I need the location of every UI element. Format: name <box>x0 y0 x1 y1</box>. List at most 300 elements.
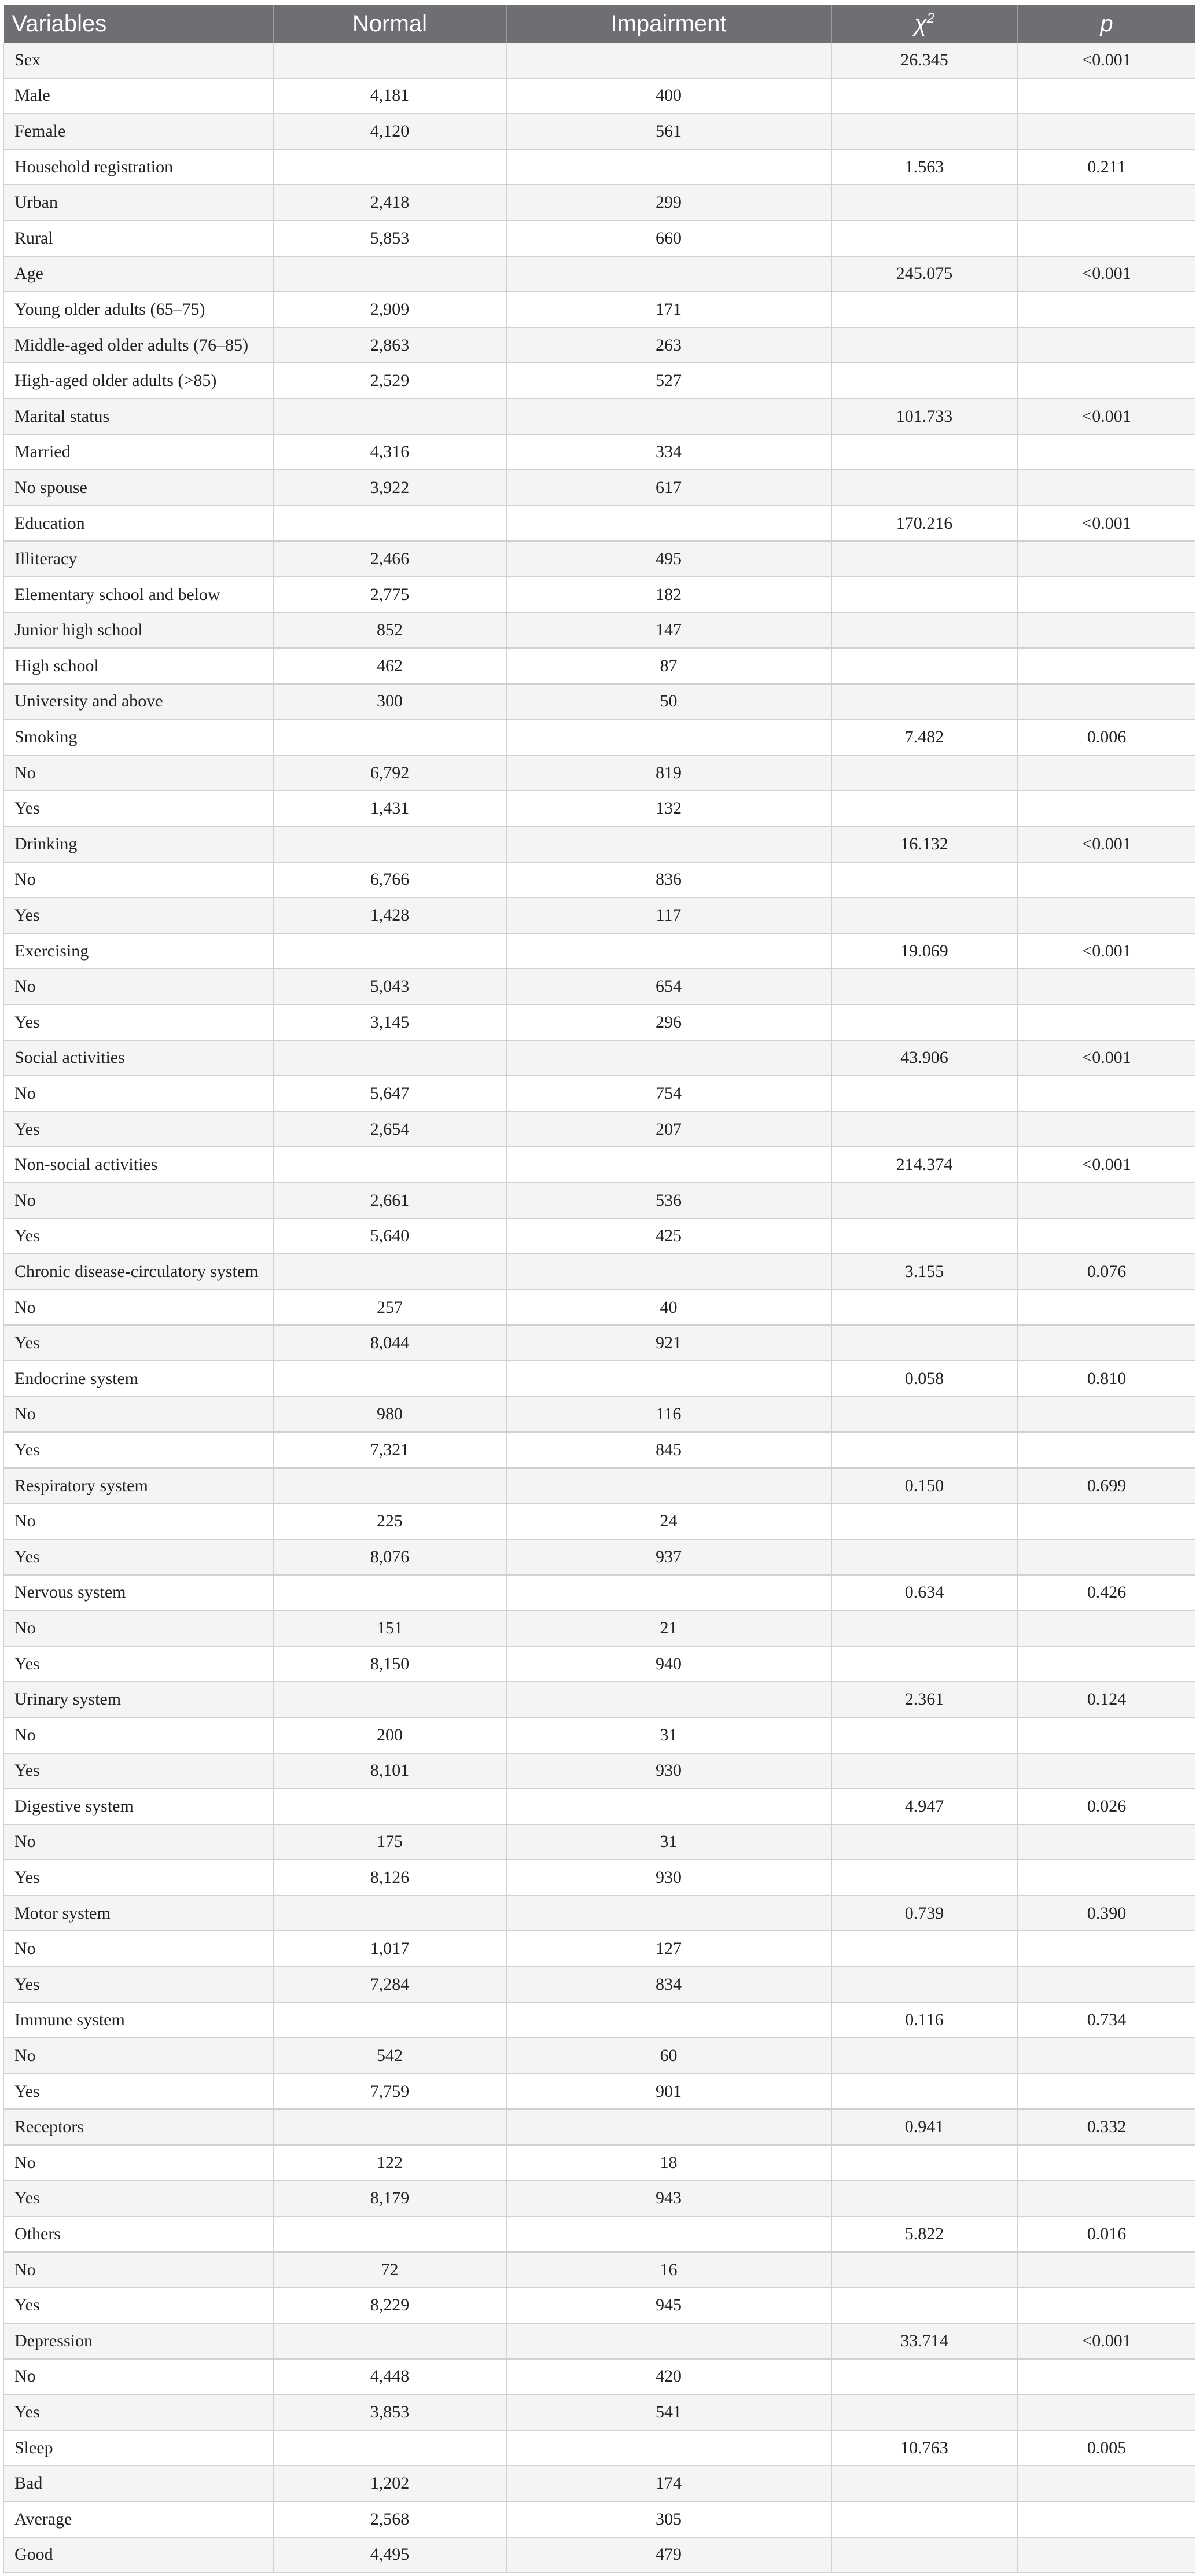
p-value-cell <box>1018 1112 1195 1147</box>
chi-square-cell <box>831 2252 1018 2288</box>
impairment-cell: 536 <box>506 1183 831 1219</box>
chi-square-cell <box>831 78 1018 114</box>
p-value-cell <box>1018 2394 1195 2430</box>
variable-cell: Marital status <box>4 399 274 435</box>
chi-square-cell <box>831 2465 1018 2501</box>
chi-square-cell <box>831 790 1018 826</box>
normal-cell: 5,043 <box>274 969 506 1004</box>
table-row <box>4 1539 1195 1575</box>
normal-cell <box>274 149 506 185</box>
p-value-cell <box>1018 1183 1195 1219</box>
normal-cell: 2,418 <box>274 185 506 220</box>
normal-cell: 6,792 <box>274 755 506 791</box>
table-row <box>4 1646 1195 1682</box>
p-value-cell: 0.005 <box>1018 2430 1195 2466</box>
normal-cell: 1,431 <box>274 790 506 826</box>
p-value-cell <box>1018 897 1195 933</box>
impairment-cell <box>506 2430 831 2466</box>
table-row <box>4 220 1195 256</box>
p-value-cell <box>1018 292 1195 327</box>
chi-square-cell: 19.069 <box>831 933 1018 969</box>
impairment-cell <box>506 1681 831 1717</box>
chi-square-cell <box>831 613 1018 649</box>
impairment-cell: 901 <box>506 2074 831 2110</box>
table-row <box>4 2359 1195 2395</box>
variable-cell: Yes <box>4 2287 274 2323</box>
normal-cell: 300 <box>274 684 506 720</box>
normal-cell: 257 <box>274 1290 506 1326</box>
p-value-cell: <0.001 <box>1018 1147 1195 1183</box>
data-table <box>3 5 1195 2573</box>
chi-square-cell <box>831 1290 1018 1326</box>
normal-cell: 2,775 <box>274 577 506 613</box>
p-value-cell: <0.001 <box>1018 826 1195 862</box>
p-value-cell <box>1018 327 1195 363</box>
variable-cell: No <box>4 755 274 791</box>
variable-cell: Social activities <box>4 1040 274 1076</box>
variable-cell: Yes <box>4 2394 274 2430</box>
impairment-cell <box>506 1896 831 1931</box>
variable-cell: Depression <box>4 2323 274 2359</box>
impairment-cell: 31 <box>506 1717 831 1753</box>
chi-square-cell <box>831 2145 1018 2181</box>
impairment-cell <box>506 1575 831 1611</box>
impairment-cell: 845 <box>506 1432 831 1468</box>
chi-square-cell <box>831 1503 1018 1539</box>
variable-cell: No <box>4 2038 274 2074</box>
chi-square-cell <box>831 2537 1018 2573</box>
p-value-cell <box>1018 2145 1195 2181</box>
normal-cell <box>274 826 506 862</box>
normal-cell: 1,017 <box>274 1931 506 1967</box>
variable-cell: Young older adults (65–75) <box>4 292 274 327</box>
table-row <box>4 1931 1195 1967</box>
chi-square-cell <box>831 2287 1018 2323</box>
p-value-cell <box>1018 1432 1195 1468</box>
normal-cell: 4,448 <box>274 2359 506 2395</box>
normal-cell <box>274 719 506 755</box>
variable-cell: Urban <box>4 185 274 220</box>
chi-square-cell <box>831 1931 1018 1967</box>
normal-cell <box>274 256 506 292</box>
p-value-cell <box>1018 470 1195 506</box>
p-value-cell <box>1018 1610 1195 1646</box>
chi-square-cell: 101.733 <box>831 399 1018 435</box>
normal-cell: 2,529 <box>274 363 506 399</box>
chi-square-cell: 4.947 <box>831 1789 1018 1824</box>
chi-square-cell: 0.150 <box>831 1468 1018 1504</box>
impairment-cell: 660 <box>506 220 831 256</box>
p-value-cell <box>1018 1717 1195 1753</box>
impairment-cell <box>506 1040 831 1076</box>
normal-cell: 7,321 <box>274 1432 506 1468</box>
impairment-cell: 930 <box>506 1860 831 1896</box>
variable-cell: Rural <box>4 220 274 256</box>
chi-square-cell: 0.634 <box>831 1575 1018 1611</box>
normal-cell: 4,181 <box>274 78 506 114</box>
impairment-cell <box>506 1254 831 1290</box>
p-value-cell <box>1018 1539 1195 1575</box>
impairment-cell: 116 <box>506 1397 831 1433</box>
normal-cell: 122 <box>274 2145 506 2181</box>
impairment-cell: 40 <box>506 1290 831 1326</box>
table-row <box>4 862 1195 898</box>
impairment-cell: 24 <box>506 1503 831 1539</box>
normal-cell: 200 <box>274 1717 506 1753</box>
table-row <box>4 719 1195 755</box>
p-value-cell <box>1018 2465 1195 2501</box>
table-row <box>4 613 1195 649</box>
chi-square-cell <box>831 648 1018 684</box>
impairment-cell <box>506 2323 831 2359</box>
variable-cell: High-aged older adults (>85) <box>4 363 274 399</box>
impairment-cell: 174 <box>506 2465 831 2501</box>
normal-cell: 5,640 <box>274 1219 506 1254</box>
variable-cell: No <box>4 1503 274 1539</box>
table-row <box>4 470 1195 506</box>
table-row <box>4 2109 1195 2145</box>
variable-cell: Sex <box>4 43 274 78</box>
normal-cell: 3,922 <box>274 470 506 506</box>
variable-cell: Others <box>4 2216 274 2252</box>
normal-cell <box>274 1254 506 1290</box>
variable-cell: Yes <box>4 1112 274 1147</box>
p-value-cell: <0.001 <box>1018 1040 1195 1076</box>
variable-cell: Male <box>4 78 274 114</box>
impairment-cell: 754 <box>506 1076 831 1112</box>
chi-square-cell <box>831 897 1018 933</box>
p-value-cell: 0.332 <box>1018 2109 1195 2145</box>
normal-cell <box>274 1896 506 1931</box>
table-row <box>4 897 1195 933</box>
normal-cell: 8,150 <box>274 1646 506 1682</box>
impairment-cell: 937 <box>506 1539 831 1575</box>
table-row <box>4 1789 1195 1824</box>
header-p-value: p <box>1018 5 1195 43</box>
header-row <box>4 5 1195 43</box>
p-value-cell: 0.390 <box>1018 1896 1195 1931</box>
normal-cell <box>274 43 506 78</box>
chi-square-cell <box>831 435 1018 470</box>
p-value-cell: 0.026 <box>1018 1789 1195 1824</box>
variable-cell: Female <box>4 113 274 149</box>
impairment-cell: 132 <box>506 790 831 826</box>
variable-cell: Yes <box>4 1860 274 1896</box>
chi-square-cell <box>831 1432 1018 1468</box>
variable-cell: Sleep <box>4 2430 274 2466</box>
p-value-cell <box>1018 2038 1195 2074</box>
impairment-cell <box>506 149 831 185</box>
chi-square-cell <box>831 292 1018 327</box>
p-value-cell <box>1018 2359 1195 2395</box>
impairment-cell: 127 <box>506 1931 831 1967</box>
p-value-cell: <0.001 <box>1018 399 1195 435</box>
normal-cell: 8,229 <box>274 2287 506 2323</box>
chi-square-cell: 214.374 <box>831 1147 1018 1183</box>
chi-square-cell: 3.155 <box>831 1254 1018 1290</box>
table-row <box>4 113 1195 149</box>
variable-cell: Digestive system <box>4 1789 274 1824</box>
impairment-cell: 171 <box>506 292 831 327</box>
chi-square-cell: 2.361 <box>831 1681 1018 1717</box>
impairment-cell: 943 <box>506 2181 831 2217</box>
chi-square-cell <box>831 470 1018 506</box>
p-value-cell <box>1018 78 1195 114</box>
p-value-cell <box>1018 648 1195 684</box>
p-value-cell <box>1018 1860 1195 1896</box>
variable-cell: No <box>4 862 274 898</box>
table-row <box>4 1147 1195 1183</box>
variable-cell: Respiratory system <box>4 1468 274 1504</box>
table-row <box>4 2430 1195 2466</box>
variable-cell: Age <box>4 256 274 292</box>
p-value-cell <box>1018 684 1195 720</box>
variable-cell: Yes <box>4 897 274 933</box>
table-body <box>4 43 1195 2573</box>
variable-cell: Non-social activities <box>4 1147 274 1183</box>
p-value-cell: 0.006 <box>1018 719 1195 755</box>
normal-cell <box>274 1789 506 1824</box>
impairment-cell: 527 <box>506 363 831 399</box>
normal-cell <box>274 1040 506 1076</box>
variable-cell: Nervous system <box>4 1575 274 1611</box>
chi-square-cell: 0.739 <box>831 1896 1018 1931</box>
variable-cell: Middle-aged older adults (76–85) <box>4 327 274 363</box>
table-row <box>4 2252 1195 2288</box>
normal-cell: 2,909 <box>274 292 506 327</box>
chi-square-cell <box>831 755 1018 791</box>
table-row <box>4 1575 1195 1611</box>
impairment-cell: 147 <box>506 613 831 649</box>
p-value-cell: 0.124 <box>1018 1681 1195 1717</box>
chi-square-cell <box>831 2359 1018 2395</box>
chi-square-cell <box>831 220 1018 256</box>
p-value-cell: 0.699 <box>1018 1468 1195 1504</box>
normal-cell: 2,568 <box>274 2501 506 2537</box>
p-value-cell <box>1018 1753 1195 1789</box>
chi-square-cell <box>831 327 1018 363</box>
variable-cell: Yes <box>4 1432 274 1468</box>
p-value-cell <box>1018 1325 1195 1361</box>
p-value-cell <box>1018 1931 1195 1967</box>
normal-cell: 5,647 <box>274 1076 506 1112</box>
p-value-cell <box>1018 1967 1195 2003</box>
normal-cell: 3,853 <box>274 2394 506 2430</box>
normal-cell: 151 <box>274 1610 506 1646</box>
variable-cell: Yes <box>4 1325 274 1361</box>
variable-cell: Yes <box>4 2074 274 2110</box>
chi-square-cell <box>831 113 1018 149</box>
normal-cell: 1,428 <box>274 897 506 933</box>
p-value-cell <box>1018 862 1195 898</box>
normal-cell: 72 <box>274 2252 506 2288</box>
variable-cell: Motor system <box>4 1896 274 1931</box>
variable-cell: Illiteracy <box>4 541 274 577</box>
table-row <box>4 1896 1195 1931</box>
normal-cell: 2,863 <box>274 327 506 363</box>
impairment-cell: 305 <box>506 2501 831 2537</box>
chi-square-cell: 7.482 <box>831 719 1018 755</box>
p-value-cell: <0.001 <box>1018 2323 1195 2359</box>
table-row <box>4 1004 1195 1040</box>
table-row <box>4 1254 1195 1290</box>
impairment-cell: 819 <box>506 755 831 791</box>
impairment-cell <box>506 43 831 78</box>
variable-cell: Yes <box>4 1219 274 1254</box>
chi-square-cell <box>831 1539 1018 1575</box>
table-row <box>4 399 1195 435</box>
variable-cell: Household registration <box>4 149 274 185</box>
impairment-cell <box>506 719 831 755</box>
table-row <box>4 1432 1195 1468</box>
table-header <box>4 5 1195 43</box>
impairment-cell: 930 <box>506 1753 831 1789</box>
table-row <box>4 969 1195 1004</box>
impairment-cell <box>506 1361 831 1397</box>
chi-square-cell <box>831 1646 1018 1682</box>
table-row <box>4 826 1195 862</box>
table-row <box>4 2038 1195 2074</box>
table-row <box>4 1290 1195 1326</box>
normal-cell <box>274 2216 506 2252</box>
chi-square-cell <box>831 1004 1018 1040</box>
chi-square-cell <box>831 2501 1018 2537</box>
table-row <box>4 78 1195 114</box>
impairment-cell: 182 <box>506 577 831 613</box>
chi-square-cell <box>831 1183 1018 1219</box>
table-row <box>4 1681 1195 1717</box>
p-value-cell <box>1018 363 1195 399</box>
table-row <box>4 684 1195 720</box>
chi-square-cell <box>831 1610 1018 1646</box>
table-row <box>4 2074 1195 2110</box>
chi-square-cell <box>831 2038 1018 2074</box>
p-value-cell <box>1018 1503 1195 1539</box>
p-value-cell <box>1018 1397 1195 1433</box>
table-row <box>4 1397 1195 1433</box>
variable-cell: No <box>4 1397 274 1433</box>
variable-cell: Married <box>4 435 274 470</box>
table-row <box>4 755 1195 791</box>
impairment-cell: 921 <box>506 1325 831 1361</box>
variable-cell: No <box>4 2252 274 2288</box>
normal-cell: 4,316 <box>274 435 506 470</box>
impairment-cell: 117 <box>506 897 831 933</box>
impairment-cell: 334 <box>506 435 831 470</box>
table-row <box>4 2145 1195 2181</box>
impairment-cell: 541 <box>506 2394 831 2430</box>
header-normal: Normal <box>274 5 506 43</box>
impairment-cell: 263 <box>506 327 831 363</box>
chi-square-cell: 5.822 <box>831 2216 1018 2252</box>
p-value-cell <box>1018 1004 1195 1040</box>
normal-cell: 542 <box>274 2038 506 2074</box>
chi-square-cell <box>831 1860 1018 1896</box>
normal-cell: 4,495 <box>274 2537 506 2573</box>
variable-cell: Average <box>4 2501 274 2537</box>
table-row <box>4 1824 1195 1860</box>
chi-square-cell <box>831 185 1018 220</box>
impairment-cell: 479 <box>506 2537 831 2573</box>
chi-superscript: 2 <box>926 10 935 27</box>
table-row <box>4 648 1195 684</box>
p-value-cell <box>1018 2287 1195 2323</box>
impairment-cell: 945 <box>506 2287 831 2323</box>
variable-cell: Urinary system <box>4 1681 274 1717</box>
table-row <box>4 1468 1195 1504</box>
p-value-cell <box>1018 185 1195 220</box>
header-variables: Variables <box>4 5 274 43</box>
p-value-cell <box>1018 2252 1195 2288</box>
normal-cell: 462 <box>274 648 506 684</box>
variable-cell: Smoking <box>4 719 274 755</box>
variable-cell: Chronic disease-circulatory system <box>4 1254 274 1290</box>
variable-cell: Yes <box>4 790 274 826</box>
table-row <box>4 1325 1195 1361</box>
p-value-cell: <0.001 <box>1018 256 1195 292</box>
normal-cell: 5,853 <box>274 220 506 256</box>
chi-square-cell: 0.058 <box>831 1361 1018 1397</box>
normal-cell: 3,145 <box>274 1004 506 1040</box>
table-row <box>4 1183 1195 1219</box>
p-value-cell: <0.001 <box>1018 506 1195 542</box>
variable-cell: Exercising <box>4 933 274 969</box>
variable-cell: University and above <box>4 684 274 720</box>
p-value-cell: <0.001 <box>1018 933 1195 969</box>
p-value-cell <box>1018 969 1195 1004</box>
table-row <box>4 2181 1195 2217</box>
normal-cell: 8,126 <box>274 1860 506 1896</box>
impairment-cell: 299 <box>506 185 831 220</box>
table-row <box>4 933 1195 969</box>
variable-cell: No <box>4 2359 274 2395</box>
chi-square-cell <box>831 577 1018 613</box>
impairment-cell: 21 <box>506 1610 831 1646</box>
impairment-cell: 420 <box>506 2359 831 2395</box>
normal-cell: 1,202 <box>274 2465 506 2501</box>
variable-cell: Yes <box>4 1753 274 1789</box>
variable-cell: No <box>4 2145 274 2181</box>
chi-square-cell <box>831 1076 1018 1112</box>
impairment-cell: 296 <box>506 1004 831 1040</box>
impairment-cell: 50 <box>506 684 831 720</box>
chi-square-cell <box>831 2181 1018 2217</box>
impairment-cell <box>506 1468 831 1504</box>
impairment-cell <box>506 506 831 542</box>
p-value-cell <box>1018 2074 1195 2110</box>
table-row <box>4 2465 1195 2501</box>
normal-cell: 8,179 <box>274 2181 506 2217</box>
impairment-cell: 400 <box>506 78 831 114</box>
table-row <box>4 2287 1195 2323</box>
p-value-cell <box>1018 113 1195 149</box>
normal-cell: 2,654 <box>274 1112 506 1147</box>
chi-square-cell: 10.763 <box>831 2430 1018 2466</box>
chi-square-cell: 170.216 <box>831 506 1018 542</box>
normal-cell <box>274 2109 506 2145</box>
variable-cell: No <box>4 1824 274 1860</box>
variable-cell: No <box>4 1931 274 1967</box>
p-value-cell <box>1018 577 1195 613</box>
variable-cell: No <box>4 969 274 1004</box>
chi-square-cell: 0.941 <box>831 2109 1018 2145</box>
normal-cell: 175 <box>274 1824 506 1860</box>
normal-cell <box>274 1468 506 1504</box>
impairment-cell: 207 <box>506 1112 831 1147</box>
normal-cell <box>274 1147 506 1183</box>
p-value-cell <box>1018 1646 1195 1682</box>
impairment-cell: 18 <box>506 2145 831 2181</box>
